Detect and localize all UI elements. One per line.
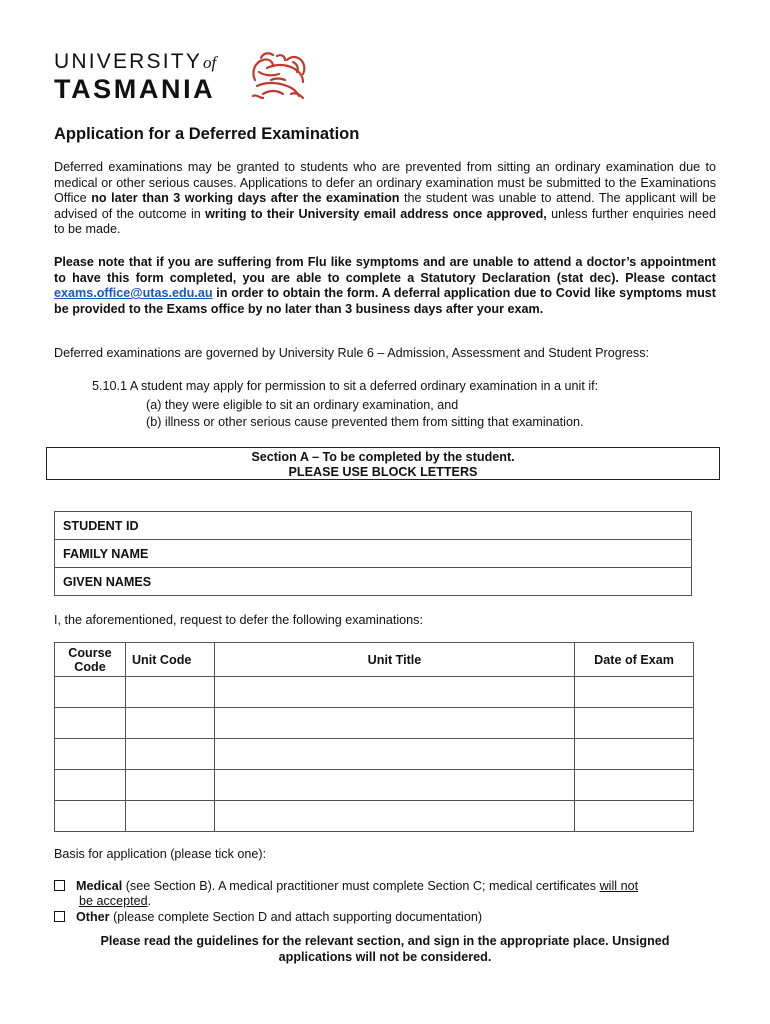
table-row: [55, 540, 692, 568]
page-title: Application for a Deferred Examination: [54, 125, 360, 143]
student-details-table: [54, 511, 692, 596]
unit-title-cell[interactable]: [214, 708, 574, 739]
exam-table-header: [55, 643, 694, 677]
unit-title-cell[interactable]: [214, 770, 574, 801]
unit-code-cell[interactable]: [125, 801, 214, 832]
student-id-field[interactable]: STUDENT ID: [55, 512, 692, 540]
table-row: [55, 677, 694, 708]
logo-tasmania-text: TASMANIA: [54, 74, 216, 104]
course-code-cell[interactable]: [55, 801, 126, 832]
course-code-cell[interactable]: [55, 708, 126, 739]
unit-code-cell[interactable]: [125, 770, 214, 801]
covid-notice-paragraph: Please note that if you are suffering from Flu like symptoms and are unable to attend a doctor’s appointment to have this form completed, you are able to complete a Statutory Declaration (stat dec). Please contact exams.office@utas.edu.au in order to obtain the form. A deferral application due to Covid like symptoms must be provided to the Exams office by no later than 3 business days after your exam.: [54, 255, 716, 316]
request-statement: I, the aforementioned, request to defer the following examinations:: [54, 613, 423, 627]
table-row: [55, 739, 694, 770]
unit-code-cell[interactable]: [125, 677, 214, 708]
medical-checkbox[interactable]: [54, 880, 65, 891]
given-names-field[interactable]: GIVEN NAMES: [55, 568, 692, 596]
rule-clause-b: (b) illness or other serious cause prevented them from sitting that examination.: [146, 415, 584, 429]
medical-option: Medical (see Section B). A medical practitioner must complete Section C; medical certificates will not be accepted.: [54, 879, 716, 909]
exam-date-cell[interactable]: [575, 677, 694, 708]
course-code-cell[interactable]: [55, 770, 126, 801]
unit-title-cell[interactable]: [214, 739, 574, 770]
header-unit-code: Unit Code: [125, 643, 214, 677]
lion-crest-icon: [247, 50, 309, 102]
course-code-cell[interactable]: [55, 677, 126, 708]
header-date-of-exam: Date of Exam: [575, 643, 694, 677]
table-row: [55, 708, 694, 739]
exam-date-cell[interactable]: [575, 770, 694, 801]
table-row: [55, 568, 692, 596]
basis-label: Basis for application (please tick one):: [54, 847, 267, 861]
exam-date-cell[interactable]: [575, 739, 694, 770]
course-code-cell[interactable]: [55, 739, 126, 770]
exam-date-cell[interactable]: [575, 708, 694, 739]
university-logo: [54, 50, 324, 106]
table-row: [55, 512, 692, 540]
table-row: [55, 770, 694, 801]
section-a-header: [46, 447, 720, 480]
rule-clause: 5.10.1 A student may apply for permission to sit a deferred ordinary examination in a unit if:: [92, 379, 599, 393]
header-course-code: Course Code: [55, 643, 126, 677]
unit-code-cell[interactable]: [125, 739, 214, 770]
exam-table: [54, 642, 694, 832]
table-row: [55, 801, 694, 832]
other-option-label: Other: [76, 910, 110, 924]
unit-title-cell[interactable]: [214, 677, 574, 708]
rule-clause-a: (a) they were eligible to sit an ordinary examination, and: [146, 398, 459, 412]
logo-university-text: UNIVERSITY: [54, 50, 203, 73]
exams-office-email-link[interactable]: exams.office@utas.edu.au: [54, 286, 213, 301]
intro-paragraph: Deferred examinations may be granted to students who are prevented from sitting an ordinary examination due to medical or other serious causes. Applications to defer an ordinary examination must be submitted to the Examinations Office no later than 3 working days after the examination the student was unable to attend. The applicant will be advised of the outcome in writing to their University email address once approved, unless further enquiries need to be made.: [54, 160, 716, 237]
header-unit-title: Unit Title: [214, 643, 574, 677]
unit-title-cell[interactable]: [214, 801, 574, 832]
family-name-field[interactable]: FAMILY NAME: [55, 540, 692, 568]
unit-code-cell[interactable]: [125, 708, 214, 739]
section-a-title: Section A – To be completed by the student.: [251, 450, 515, 464]
exam-date-cell[interactable]: [575, 801, 694, 832]
medical-option-label: Medical: [76, 879, 123, 893]
other-checkbox[interactable]: [54, 911, 65, 922]
final-instruction: Please read the guidelines for the relevant section, and sign in the appropriate place. Unsigned applications will not be considered.: [100, 934, 670, 964]
section-a-instruction: PLEASE USE BLOCK LETTERS: [288, 465, 478, 479]
other-option: Other (please complete Section D and attach supporting documentation): [54, 910, 716, 925]
rules-intro: Deferred examinations are governed by University Rule 6 – Admission, Assessment and Student Progress:: [54, 346, 650, 360]
logo-of-text: of: [203, 53, 217, 72]
